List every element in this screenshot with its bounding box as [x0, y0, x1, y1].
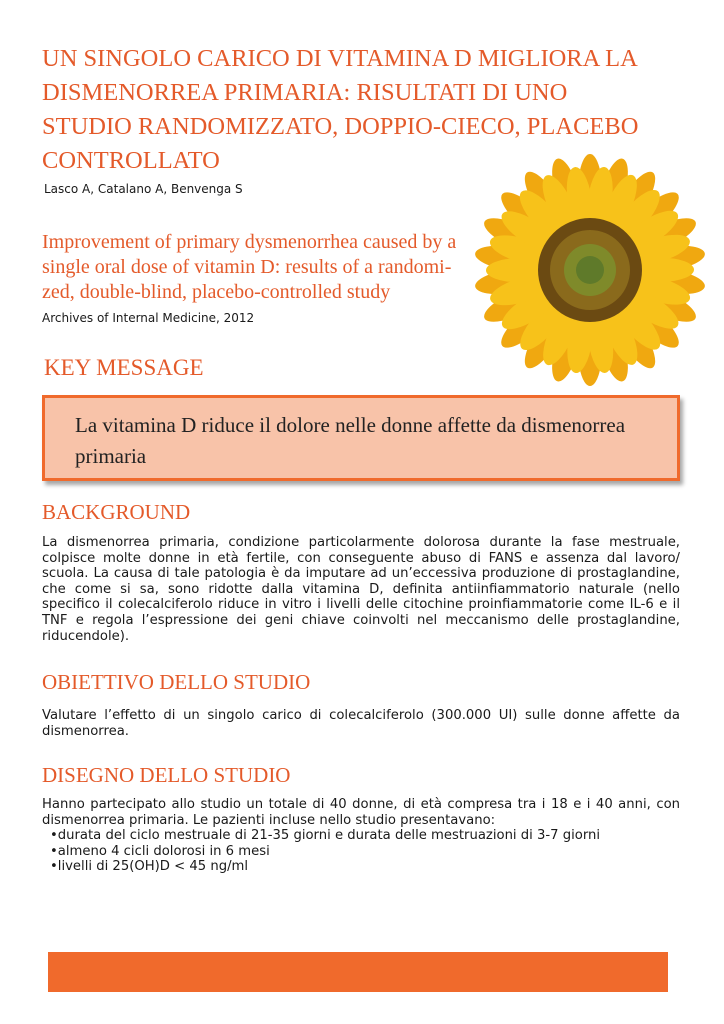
background-text: La dismenorrea primaria, condizione particolarmente dolorosa durante la fase mestruale, colpisce molte donne in età fertile, con conseguente abuso di FANS e assenza dal lavoro/ scuola. La causa di tale patologia è da imputare ad un’eccessiva produzione di prostaglandine, che come si sa, sono ridotte dalla vitamina D, definita antiinfiammatorio naturale (nello specifico il colecalciferolo riduce in vitro i livelli delle citochine proinfiammatorie come IL-6 e il TNF e regola l’espressione dei geni chiave coinvolti nel meccanismo delle prostaglandine, riducendole).	[42, 535, 680, 644]
journal-citation: Archives of Internal Medicine, 2012	[42, 311, 255, 325]
design-section	[42, 797, 680, 875]
document-title: UN SINGOLO CARICO DI VITAMINA D MIGLIORA LA DISMENORREA PRIMARIA: RISULTATI DI UNO STUDIO RANDOMIZZATO, DOPPIO-CIECO, PLACEBO CONTROLLATO	[42, 45, 639, 174]
key-message-text: La vitamina D riduce il dolore nelle donne affette da dismenorrea primaria	[75, 413, 626, 468]
objective-section	[42, 708, 680, 739]
key-message-heading: KEY MESSAGE	[44, 355, 204, 380]
list-item: •durata del ciclo mestruale di 21-35 giorni e durata delle mestruazioni di 3-7 giorni	[50, 828, 601, 844]
list-item: •livelli di 25(OH)D < 45 ng/ml	[50, 859, 249, 875]
inclusion-criteria-list	[42, 828, 680, 875]
footer-bar	[48, 952, 668, 992]
key-message-box	[42, 395, 680, 481]
authors: Lasco A, Catalano A, Benvenga S	[44, 182, 243, 196]
sunflower-image	[470, 150, 710, 390]
list-item: •almeno 4 cicli dolorosi in 6 mesi	[50, 843, 270, 859]
objective-text: Valutare l’effetto di un singolo carico di colecalciferolo (300.000 UI) sulle donne affette da dismenorrea.	[42, 708, 680, 739]
objective-heading: OBIETTIVO DELLO STUDIO	[42, 670, 311, 694]
design-text: Hanno partecipato allo studio un totale di 40 donne, di età compresa tra i 18 e i 40 anni, con dismenorrea primaria. Le pazienti incluse nello studio presentavano:	[42, 797, 680, 828]
english-title: Improvement of primary dysmenorrhea caused by a single oral dose of vitamin D: results of a randomi-zed, double-blind, placebo-controlled study	[42, 231, 457, 303]
design-heading: DISEGNO DELLO STUDIO	[42, 763, 291, 787]
background-heading: BACKGROUND	[42, 500, 191, 524]
background-section	[42, 535, 680, 644]
